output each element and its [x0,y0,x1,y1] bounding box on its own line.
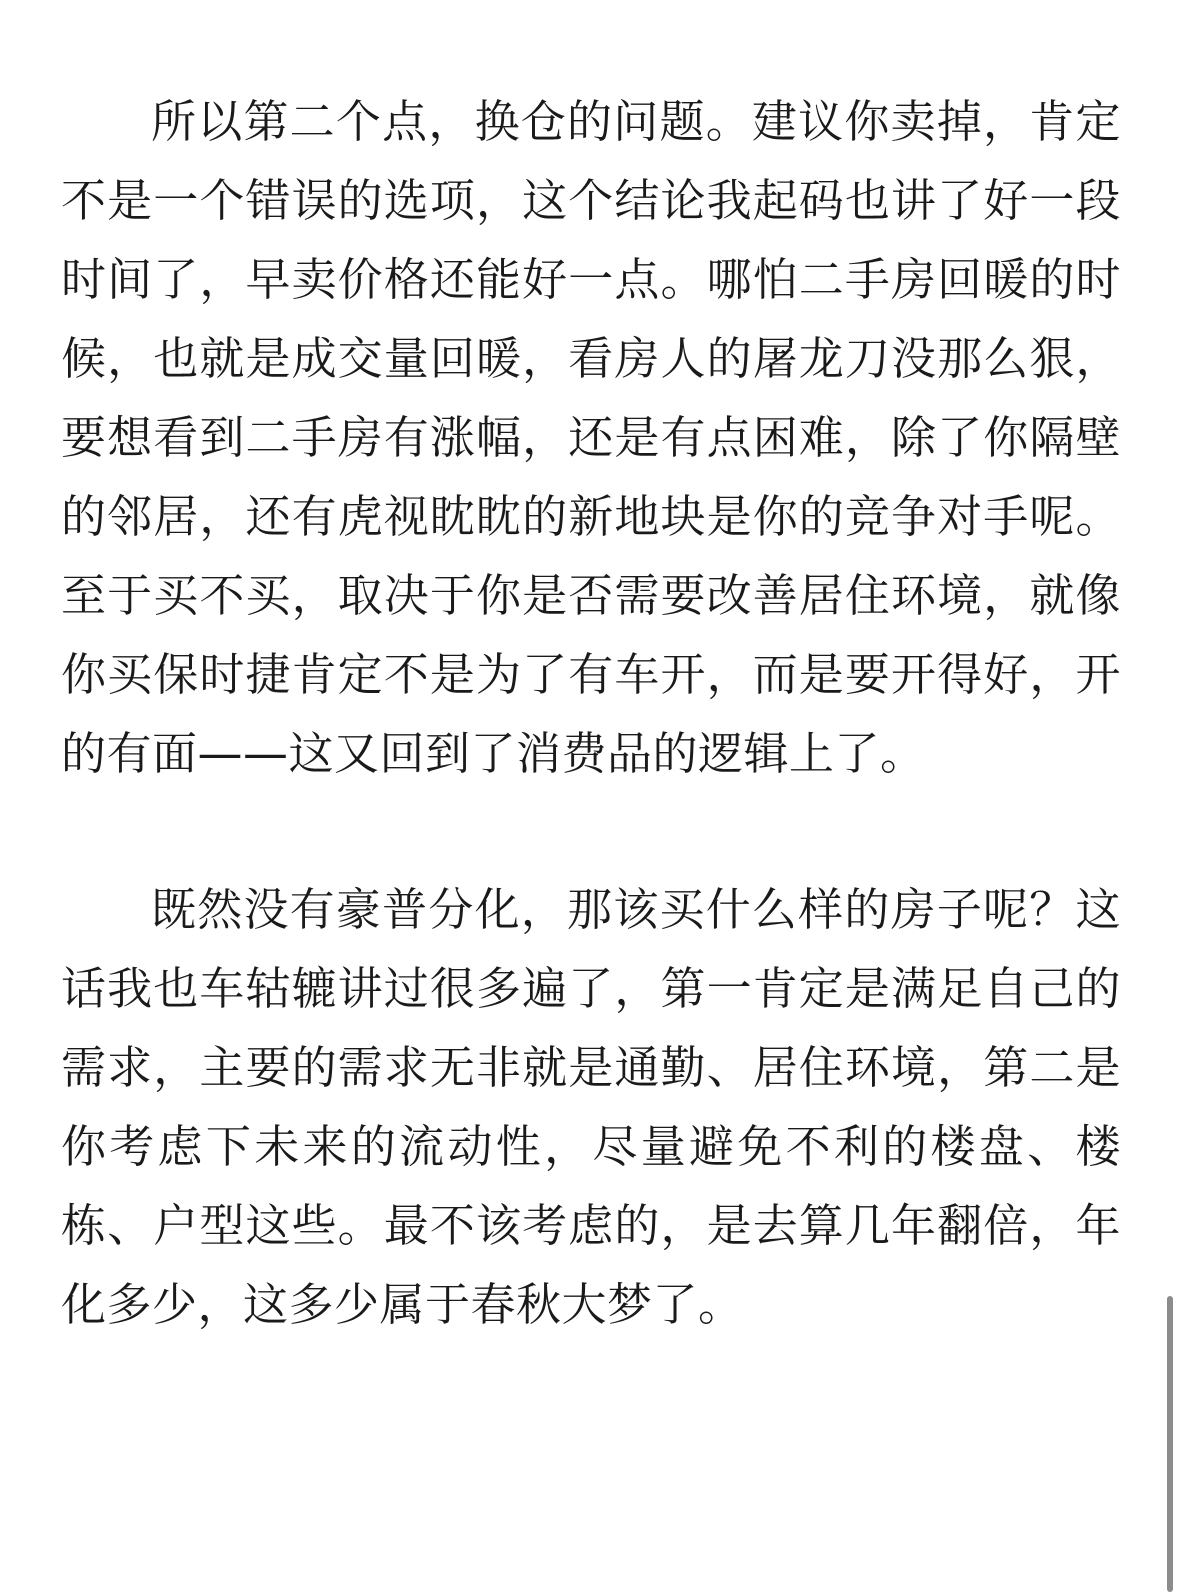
vertical-scrollbar[interactable] [1167,1296,1173,1592]
paragraph-2: 既然没有豪普分化，那该买什么样的房子呢？这话我也车轱辘讲过很多遍了，第一肯定是满足自己的需求，主要的需求无非就是通勤、居住环境，第二是你考虑下未来的流动性，尽量避免不利的楼盘、楼栋、户型这些。最不该考虑的，是去算几年翻倍，年化多少，这多少属于春秋大梦了。 [61,883,1121,1331]
paragraph-1: 所以第二个点，换仓的问题。建议你卖掉，肯定不是一个错误的选项，这个结论我起码也讲了好一段时间了，早卖价格还能好一点。哪怕二手房回暖的时候，也就是成交量回暖，看房人的屠龙刀没那么狠，要想看到二手房有涨幅，还是有点困难，除了你隔壁的邻居，还有虎视眈眈的新地块是你的竞争对手呢。至于买不买，取决于你是否需要改善居住环境，就像你买保时捷肯定不是为了有车开，而是要开得好，开的有面——这又回到了消费品的逻辑上了。 [61,95,1121,780]
paragraph-spacer [61,793,1121,870]
article-body [61,82,1121,1344]
